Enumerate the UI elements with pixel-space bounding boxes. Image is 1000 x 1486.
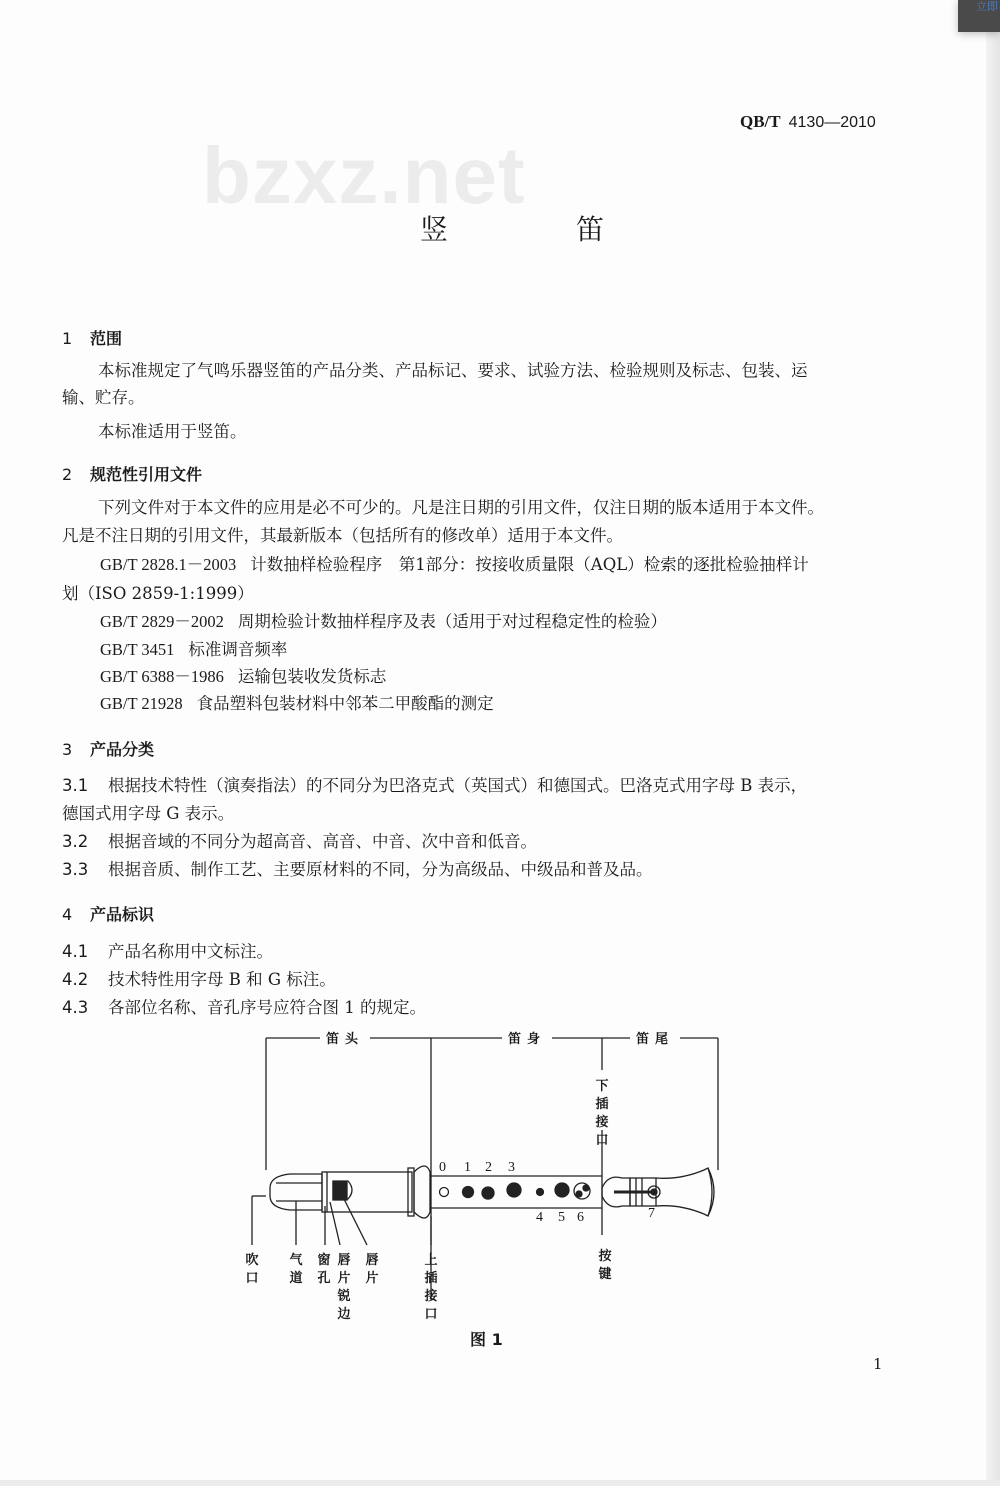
reference-title: 周期检验计数抽样程序及表（适用于对过程稳定性的检验） bbox=[237, 612, 667, 631]
label-upper-joint: 上插接口 bbox=[424, 1253, 438, 1322]
clause bbox=[62, 772, 807, 799]
section-heading-3 bbox=[62, 737, 154, 760]
label-lower-joint: 下插接口 bbox=[595, 1079, 609, 1148]
paragraph: 输、贮存。 bbox=[62, 388, 145, 407]
clause-text: 根据音域的不同分为超高音、高音、中音、次中音和低音。 bbox=[108, 832, 537, 851]
reference-item bbox=[100, 636, 287, 663]
reference-title: 标准调音频率 bbox=[188, 640, 288, 659]
page-number: 1 bbox=[873, 1355, 883, 1373]
reference-code: GB/T 2828.1－2003 bbox=[100, 555, 237, 574]
reference-title: 计数抽样检验程序 第1部分：按接收质量限（AQL）检索的逐批检验抽样计 bbox=[250, 555, 809, 574]
clause-text: 各部位名称、音孔序号应符合图 1 的规定。 bbox=[108, 998, 426, 1017]
segment-label-body: 笛身 bbox=[502, 1028, 552, 1047]
page-edge bbox=[986, 0, 1000, 1486]
clause-number: 3.3 bbox=[62, 860, 89, 879]
reference-title: 运输包装收发货标志 bbox=[237, 667, 387, 686]
paragraph: 下列文件对于本文件的应用是必不可少的。凡是注日期的引用文件，仅注日期的版本适用于本文件。 bbox=[98, 498, 824, 517]
clause bbox=[62, 856, 653, 883]
section-heading-4 bbox=[62, 902, 154, 925]
hole-number: 4 bbox=[536, 1210, 543, 1225]
reference-title: 食品塑料包装材料中邻苯二甲酸酯的测定 bbox=[196, 694, 494, 713]
section-number: 4 bbox=[62, 905, 73, 924]
clause-number: 4.2 bbox=[62, 970, 89, 989]
section-number: 1 bbox=[62, 329, 73, 348]
label-key: 按键 bbox=[598, 1249, 612, 1282]
hole-number: 3 bbox=[508, 1160, 515, 1175]
reference-item bbox=[100, 690, 494, 717]
figure-caption: 图 1 bbox=[470, 1330, 503, 1349]
hole-number: 1 bbox=[464, 1160, 471, 1175]
reference-item bbox=[100, 551, 809, 578]
document-title: 竖 笛 bbox=[420, 213, 655, 246]
reference-code: GB/T 2829－2002 bbox=[100, 612, 224, 631]
clause-continuation: 德国式用字母 G 表示。 bbox=[62, 804, 235, 823]
hole-number: 5 bbox=[558, 1210, 565, 1225]
section-number: 2 bbox=[62, 465, 73, 484]
download-button[interactable] bbox=[958, 0, 1000, 32]
clause bbox=[62, 966, 336, 993]
watermark: bzxz.net bbox=[202, 131, 526, 220]
hole-number: 6 bbox=[577, 1210, 584, 1225]
section-title: 规范性引用文件 bbox=[90, 465, 203, 484]
clause-text: 产品名称用中文标注。 bbox=[108, 942, 273, 961]
section-number: 3 bbox=[62, 740, 73, 759]
label-window: 窗孔 bbox=[317, 1253, 331, 1286]
reference-code: GB/T 6388－1986 bbox=[100, 667, 224, 686]
label-mouthpiece: 吹口 bbox=[245, 1253, 259, 1286]
reference-code: GB/T 3451 bbox=[100, 640, 175, 659]
paragraph: 本标准适用于竖笛。 bbox=[98, 422, 247, 441]
standard-prefix: QB/T bbox=[740, 112, 781, 131]
clause-number: 4.3 bbox=[62, 998, 89, 1017]
reference-continuation: 划（ISO 2859-1:1999） bbox=[62, 584, 254, 603]
hole-number: 2 bbox=[485, 1160, 492, 1175]
section-heading-1 bbox=[62, 326, 122, 349]
page-bottom-edge bbox=[0, 1480, 1000, 1486]
standard-number: 4130—2010 bbox=[788, 114, 876, 131]
clause-number: 4.1 bbox=[62, 942, 89, 961]
segment-label-foot: 笛尾 bbox=[630, 1028, 680, 1047]
label-windway: 气道 bbox=[289, 1253, 303, 1286]
clause-number: 3.2 bbox=[62, 832, 89, 851]
figure-recorder-diagram bbox=[230, 1020, 750, 1320]
clause bbox=[62, 994, 426, 1021]
clause bbox=[62, 828, 537, 855]
clause-text: 技术特性用字母 B 和 G 标注。 bbox=[108, 970, 336, 989]
clause bbox=[62, 938, 273, 965]
standard-code bbox=[740, 112, 876, 132]
hole-number: 7 bbox=[648, 1206, 655, 1221]
download-button-label: 立即 bbox=[976, 0, 998, 13]
reference-code: GB/T 21928 bbox=[100, 694, 183, 713]
label-labium: 唇片 bbox=[365, 1253, 379, 1286]
label-labium-edge: 唇片锐边 bbox=[337, 1253, 351, 1322]
segment-label-head: 笛头 bbox=[320, 1028, 370, 1047]
section-title: 范围 bbox=[90, 329, 123, 348]
reference-item bbox=[100, 663, 386, 690]
clause-number: 3.1 bbox=[62, 776, 89, 795]
section-title: 产品标识 bbox=[90, 905, 155, 924]
paragraph: 凡是不注日期的引用文件，其最新版本（包括所有的修改单）适用于本文件。 bbox=[62, 526, 623, 545]
paragraph: 本标准规定了气鸣乐器竖笛的产品分类、产品标记、要求、试验方法、检验规则及标志、包装、运 bbox=[98, 361, 808, 380]
hole-number: 0 bbox=[439, 1160, 446, 1175]
section-heading-2 bbox=[62, 462, 202, 485]
reference-item bbox=[100, 608, 667, 635]
clause-text: 根据技术特性（演奏指法）的不同分为巴洛克式（英国式）和德国式。巴洛克式用字母 B 表示， bbox=[108, 776, 808, 795]
clause-text: 根据音质、制作工艺、主要原材料的不同，分为高级品、中级品和普及品。 bbox=[108, 860, 653, 879]
section-title: 产品分类 bbox=[90, 740, 155, 759]
